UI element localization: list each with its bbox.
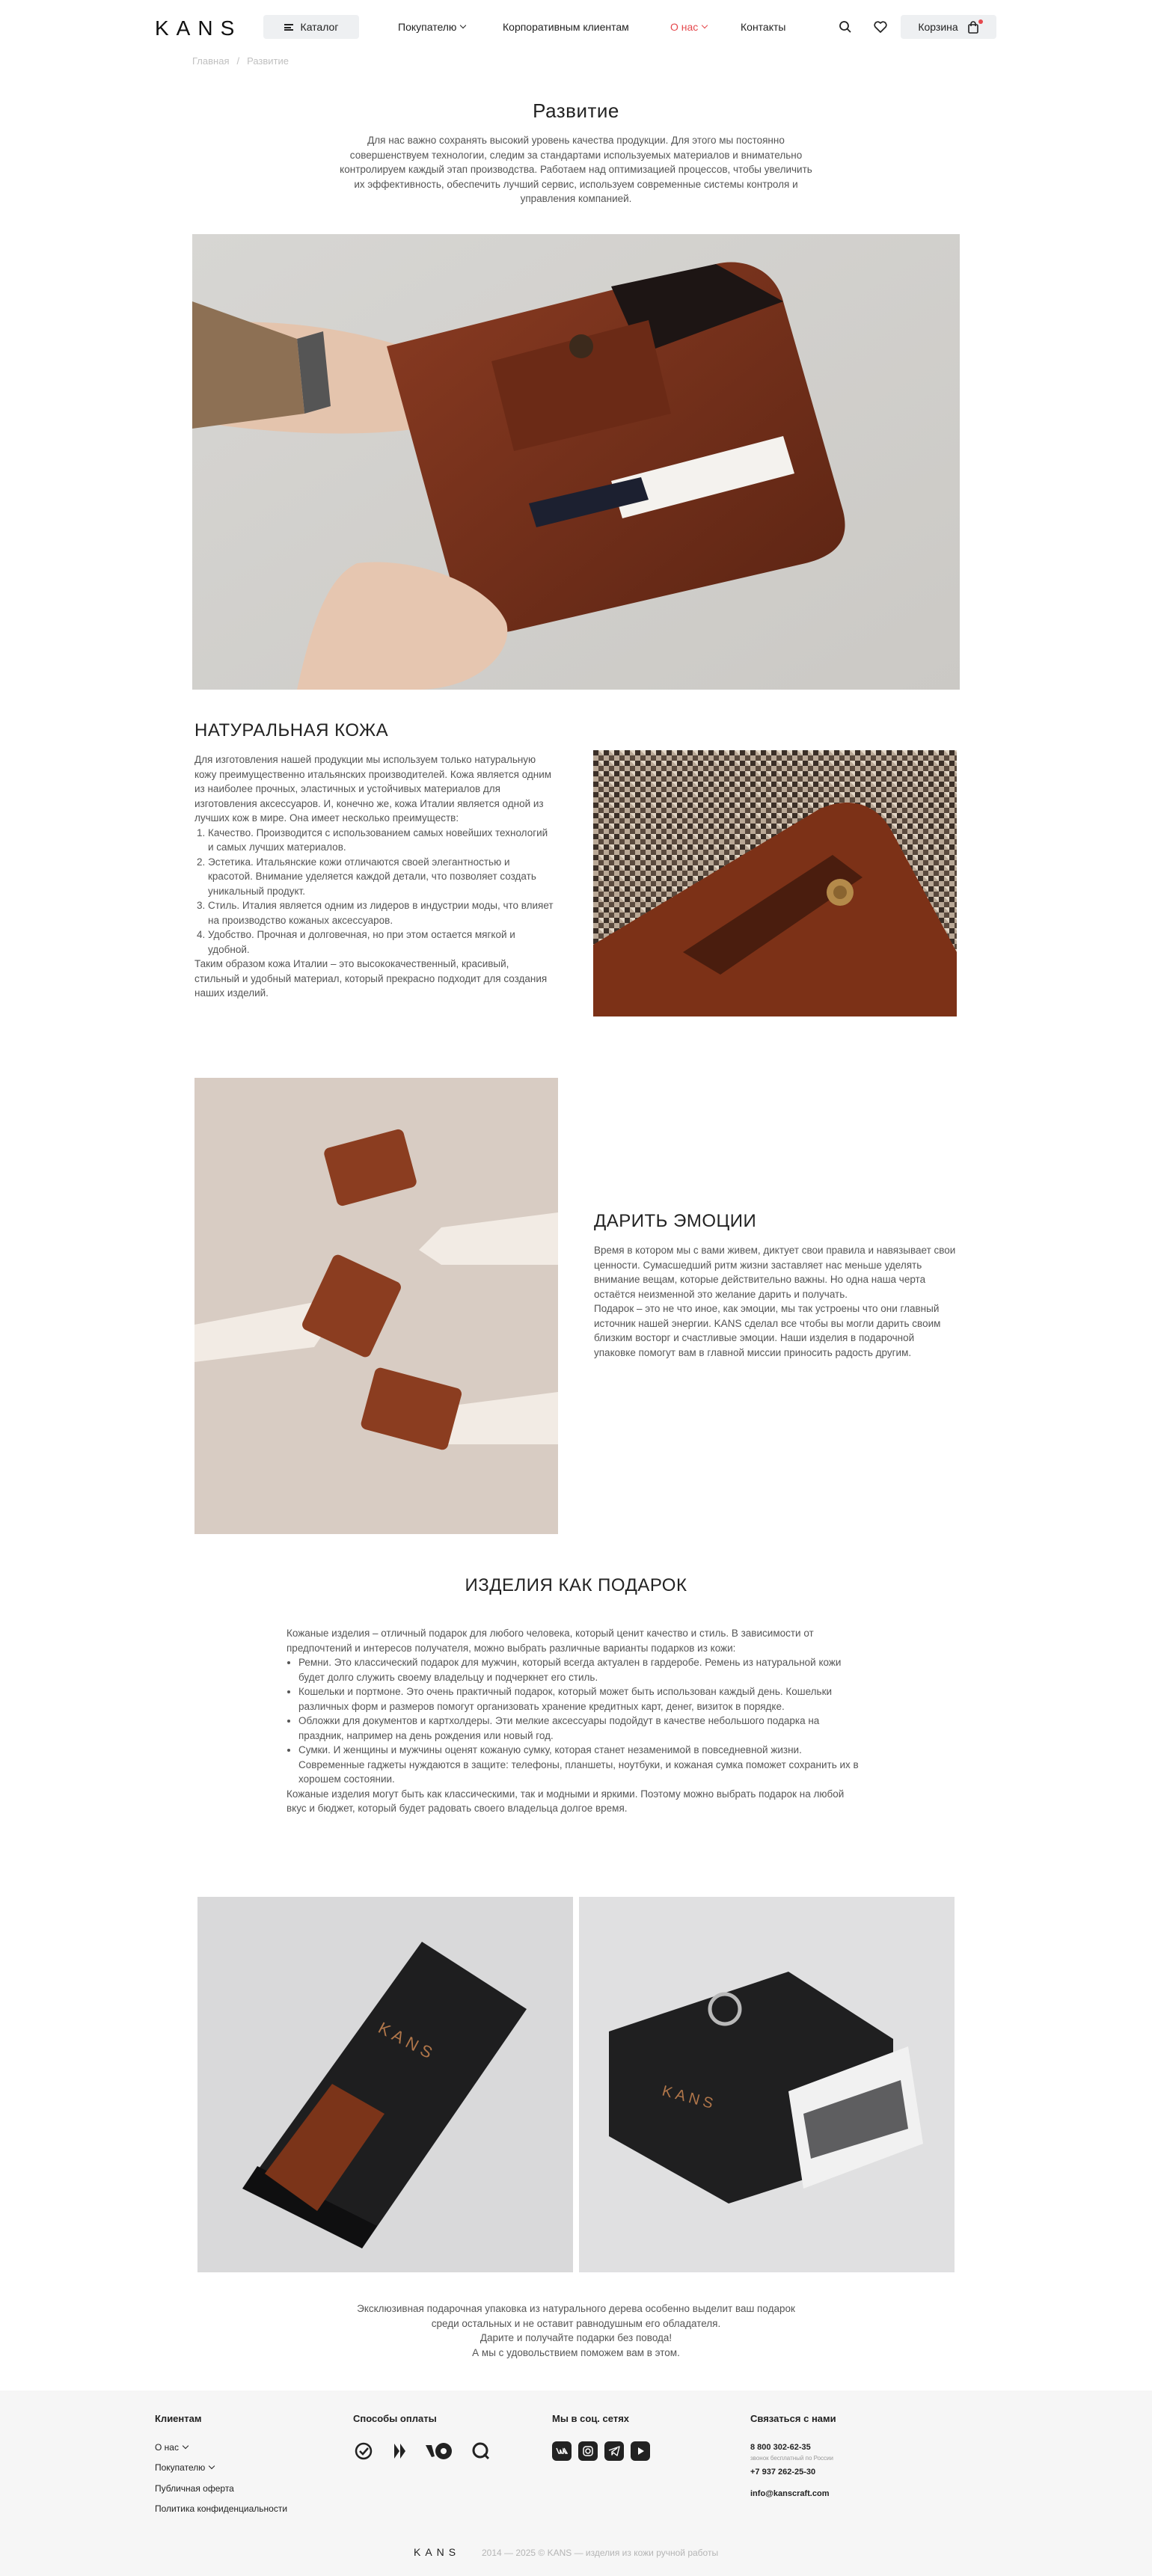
footer-link-privacy[interactable] — [155, 2503, 287, 2514]
footer-social-title: Мы в соц. сетях — [552, 2413, 630, 2424]
gifts-text — [287, 1626, 865, 1816]
gifts-title: ИЗДЕЛИЯ КАК ПОДАРОК — [465, 1575, 687, 1595]
breadcrumb-separator: / — [236, 55, 240, 67]
list-item: • Сумки. И женщины и мужчины оценят кожаную сумку, которая станет незаменимой в повседневной жизни. Современные гаджеты нуждаются в защите: телефоны, планшеты, ноутбуки, и кожаная сумка поможет сохранить их в хорошем состоянии. — [298, 1743, 865, 1787]
wallet-hands-photo — [192, 234, 960, 690]
leather-outro: Таким образом кожа Италии – это высококачественный, красивый, стильный и удобный материал, который прекрасно подходит для создания наших изделий. — [194, 958, 548, 999]
list-item: 4. Удобство. Прочная и долговечная, но при этом остается мягкой и удобной. — [208, 927, 554, 957]
breadcrumb-home[interactable]: Главная — [192, 55, 230, 67]
three-wallets-hands-photo — [194, 1078, 558, 1534]
bitcoin-icon — [389, 2441, 410, 2462]
nav-label: Корпоративным клиентам — [503, 21, 629, 33]
footer-logo[interactable]: KANS — [414, 2546, 461, 2558]
chevron-down-icon — [702, 22, 708, 28]
chevron-down-icon — [460, 22, 466, 28]
packaging-line: А мы с удовольствием поможем вам в этом. — [472, 2346, 680, 2358]
box-logo: KANS — [375, 2018, 440, 2064]
nav-item-contacts[interactable] — [741, 21, 785, 33]
footer-email[interactable]: info@kanscraft.com — [750, 2489, 830, 2498]
intro-text: Для нас важно сохранять высокий уровень качества продукции. Для этого мы постоянно совершенствуем технологии, следим за стандартами используемых материалов и внимательно контролируем каждый этап производства. Работаем над оптимизацией процессов, чтобы увеличить их эффективность, обеспечить лучший сервис, используем современные системы контроля и управления компанией. — [340, 135, 812, 204]
footer-phone-main[interactable]: 8 800 302-62-35 — [750, 2443, 811, 2452]
nav-item-about[interactable] — [670, 21, 707, 33]
wallet-coat-photo — [593, 750, 957, 1016]
list-item: 1. Качество. Производится с использованием самых новейших технологий и самых лучших материалов. — [208, 826, 554, 855]
footer-contact-title: Связаться с нами — [750, 2413, 836, 2424]
gifts-intro: Кожаные изделия – отличный подарок для любого человека, который ценит качество и стиль. В зависимости от предпочтений и интересов получателя, можно выбрать различные варианты подарков из кожи: — [287, 1628, 814, 1654]
footer-link-label: О нас — [155, 2442, 179, 2453]
footer-link-label: Публичная оферта — [155, 2483, 234, 2494]
emotions-text — [594, 1243, 956, 1360]
emotions-title: ДАРИТЬ ЭМОЦИИ — [594, 1211, 757, 1231]
footer-link-label: Покупателю — [155, 2462, 206, 2473]
emotions-paragraph-1: Время в котором мы с вами живем, диктует свои правила и навязывает свои ценности. Сумасшедший ритм жизни заставляет нас меньше уделять внимание вещам, которые действительно важны. Но одна наша черта остаётся неизменной это желание дарить и получать. — [594, 1245, 956, 1300]
yoomoney-icon — [424, 2441, 454, 2462]
menu-icon — [284, 24, 293, 31]
youtube-icon[interactable] — [631, 2441, 650, 2461]
list-item: • Обложки для документов и картхолдеры. Эти мелкие аксессуары подойдут в качестве небольшого подарка на праздник, например на день рождения или новый год. — [298, 1714, 865, 1743]
footer-phone-secondary[interactable]: +7 937 262-25-30 — [750, 2468, 816, 2477]
leather-list — [194, 826, 554, 957]
nav-label: Контакты — [741, 21, 786, 33]
footer-clients-title: Клиентам — [155, 2413, 202, 2424]
footer-phone-note: звонок бесплатный по России — [750, 2455, 833, 2462]
footer-link-label: Политика конфиденциальности — [155, 2503, 288, 2514]
nav-item-buyers[interactable] — [398, 21, 465, 33]
shopping-bag-icon — [967, 21, 979, 34]
check-pay-icon — [353, 2441, 374, 2462]
emotions-paragraph-2: Подарок – это не что иное, как эмоции, мы так устроены что они главный источник нашей энергии. KANS сделал все чтобы вы могли дарить своим близким восторг и счастливые эмоции. Наши изделия в подарочной упаковке помогут вам в главной миссии приносить радость другим. — [594, 1303, 941, 1358]
leather-title: НАТУРАЛЬНАЯ КОЖА — [194, 720, 389, 740]
gift-box-belt-photo — [579, 1897, 955, 2272]
heart-icon[interactable] — [871, 18, 889, 36]
vk-icon[interactable] — [552, 2441, 572, 2461]
instagram-icon[interactable] — [578, 2441, 598, 2461]
footer-link-offer[interactable] — [155, 2483, 234, 2494]
breadcrumb-current: Развитие — [247, 55, 289, 67]
header — [0, 0, 1152, 54]
leather-text — [194, 752, 554, 1001]
packaging-text — [0, 2301, 1152, 2360]
list-item: • Ремни. Это классический подарок для мужчин, который всегда актуален в гардеробе. Ремень из натуральной кожи будет долго служить своему владельцу и подчеркнет его стиль. — [298, 1655, 865, 1684]
nav-label: Покупателю — [398, 21, 457, 33]
gifts-outro: Кожаные изделия могут быть как классическими, так и модными и яркими. Поэтому можно выбрать подарок на любой вкус и бюджет, который будет радовать своего владельца долгое время. — [287, 1788, 845, 1814]
packaging-line: Дарите и получайте подарки без повода! — [480, 2332, 672, 2343]
list-item: 2. Эстетика. Итальянские кожи отличаются своей элегантностью и красотой. Внимание уделяется каждой детали, что позволяет создать уникальный продукт. — [208, 855, 554, 899]
copyright: 2014 — 2025 © KANS — изделия из кожи ручной работы — [482, 2548, 719, 2558]
page-title: Развитие — [533, 99, 619, 122]
gifts-list — [287, 1655, 865, 1787]
cart-button[interactable] — [901, 15, 996, 39]
gift-box-wallet-photo — [197, 1897, 573, 2272]
chevron-down-icon — [209, 2463, 215, 2469]
list-item: 3. Стиль. Италия является одним из лидеров в индустрии моды, что влияет на производство кожаных аксессуаров. — [208, 898, 554, 927]
nav-label: О нас — [670, 21, 699, 33]
qiwi-icon — [471, 2441, 491, 2462]
packaging-line: Эксклюзивная подарочная упаковка из натурального дерева особенно выделит ваш подарок — [357, 2303, 795, 2314]
catalog-label: Каталог — [300, 21, 339, 33]
search-icon[interactable] — [836, 18, 854, 36]
packaging-line: среди остальных и не оставит равнодушным его обладателя. — [431, 2317, 721, 2329]
list-item: • Кошельки и портмоне. Это очень практичный подарок, который может быть использован каждый день. Кошельки различных форм и размеров помогут организовать хранение кредитных карт, денег, визиток в порядке. — [298, 1684, 865, 1714]
catalog-button[interactable] — [263, 15, 359, 39]
logo[interactable]: KANS — [155, 16, 242, 40]
cart-badge — [978, 19, 983, 24]
breadcrumb — [192, 55, 289, 67]
nav-item-corporate[interactable] — [503, 21, 629, 33]
telegram-icon[interactable] — [604, 2441, 624, 2461]
footer-payment-title: Способы оплаты — [353, 2413, 437, 2424]
leather-intro: Для изготовления нашей продукции мы используем только натуральную кожу преимущественно итальянских производителей. Кожа является одним из наиболее прочных, эластичных и устойчивых материалов для изготовления аксессуаров. И, конечно же, кожа Италии является одной из лучших кож в мире. Она имеет несколько преимуществ: — [194, 754, 552, 824]
cart-label: Корзина — [918, 21, 958, 33]
chevron-down-icon — [183, 2443, 189, 2449]
footer-link-buyers[interactable] — [155, 2462, 214, 2473]
box-logo: KANS — [660, 2082, 719, 2114]
footer-link-about[interactable] — [155, 2442, 188, 2453]
